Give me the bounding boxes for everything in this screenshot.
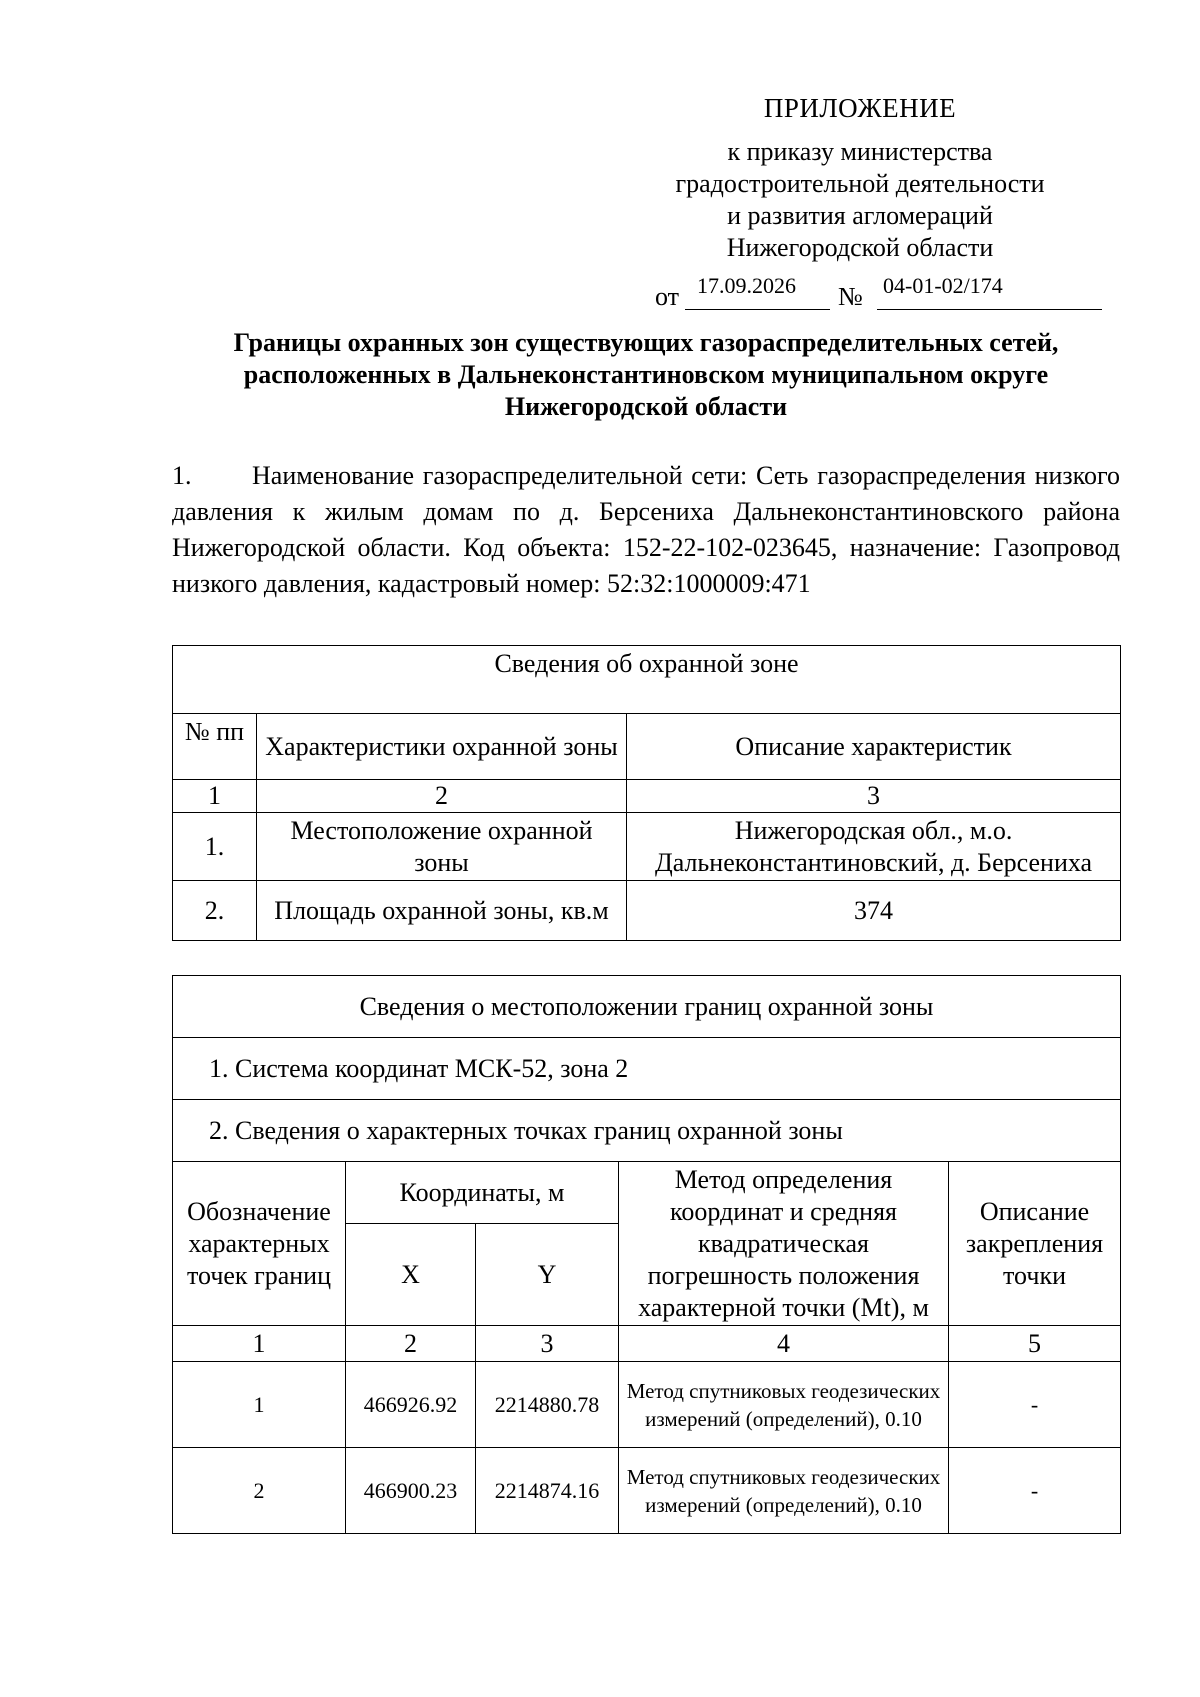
boundary-location-table bbox=[172, 975, 1121, 1534]
number-field bbox=[877, 275, 1102, 310]
number-label: № bbox=[838, 282, 863, 311]
column-number-cell: 4 bbox=[619, 1326, 949, 1362]
header-cell: Обозначение характерных точек границ bbox=[173, 1162, 346, 1326]
table-row bbox=[173, 813, 1121, 881]
coordinate-system: 1. Система координат МСК-52, зона 2 bbox=[173, 1038, 1121, 1100]
table-cell: - bbox=[949, 1448, 1121, 1534]
number-value: 04-01-02/174 bbox=[883, 273, 1003, 298]
column-number-cell: 2 bbox=[346, 1326, 476, 1362]
column-number-cell: 1 bbox=[173, 780, 257, 813]
header-cell: Координаты, м bbox=[346, 1162, 619, 1224]
column-number-cell: 3 bbox=[476, 1326, 619, 1362]
table-cell: Метод спутниковых геодезических измерений (определений), 0.10 bbox=[619, 1362, 949, 1448]
table-caption: Сведения о местоположении границ охранной зоны bbox=[173, 976, 1121, 1038]
table-cell: - bbox=[949, 1362, 1121, 1448]
document-title bbox=[172, 327, 1120, 423]
title-line: Нижегородской области bbox=[504, 392, 788, 421]
header-cell: Описание характеристик bbox=[627, 714, 1121, 780]
header-cell: Характеристики охранной зоны bbox=[257, 714, 627, 780]
date-value: 17.09.2026 bbox=[697, 273, 796, 298]
table-row bbox=[173, 1362, 1121, 1448]
table-cell: 1. bbox=[173, 813, 257, 881]
appendix-line: Нижегородской области bbox=[726, 233, 994, 262]
order-date-number-line bbox=[655, 273, 1125, 316]
paragraph-text: Наименование газораспределительной сети: Сеть газораспределения низкого давления к жилым домам по д. Берсениха Дальнеконстантиновского района Нижегородской области. Код объекта: 152-22-102-023645, назначение: Газопровод низкого давления, кадастровый номер: 52:32:1000009:471 bbox=[172, 461, 1120, 598]
table-cell: Метод спутниковых геодезических измерений (определений), 0.10 bbox=[619, 1448, 949, 1534]
table-cell: Площадь охранной зоны, кв.м bbox=[257, 881, 627, 941]
header-cell: № пп bbox=[173, 714, 257, 780]
header-cell: Метод определения координат и средняя квадратическая погрешность положения характерной точки (Mt), м bbox=[619, 1162, 949, 1326]
table-cell: 466926.92 bbox=[346, 1362, 476, 1448]
table-cell: 1 bbox=[173, 1362, 346, 1448]
table-cell: 374 bbox=[627, 881, 1121, 941]
network-description bbox=[172, 458, 1120, 602]
title-line: расположенных в Дальнеконстантиновском муниципальном округе bbox=[243, 360, 1049, 389]
header-cell: Y bbox=[476, 1224, 619, 1326]
points-caption: 2. Сведения о характерных точках границ охранной зоны bbox=[173, 1100, 1121, 1162]
title-line: Границы охранных зон существующих газораспределительных сетей, bbox=[233, 328, 1059, 357]
column-number-cell: 5 bbox=[949, 1326, 1121, 1362]
paragraph-number: 1. bbox=[172, 461, 192, 490]
date-label: от bbox=[655, 282, 680, 311]
column-number-cell: 1 bbox=[173, 1326, 346, 1362]
table-cell: Местоположение охранной зоны bbox=[257, 813, 627, 881]
table-row bbox=[173, 881, 1121, 941]
column-number-cell: 3 bbox=[627, 780, 1121, 813]
header-cell: X bbox=[346, 1224, 476, 1326]
table-cell: 2214880.78 bbox=[476, 1362, 619, 1448]
appendix-line: и развития агломераций bbox=[727, 201, 993, 230]
appendix-block bbox=[600, 92, 1120, 264]
table-caption: Сведения об охранной зоне bbox=[173, 646, 1121, 714]
date-field bbox=[685, 275, 830, 310]
header-cell: Описание закрепления точки bbox=[949, 1162, 1121, 1326]
table-cell: Нижегородская обл., м.о. Дальнеконстантиновский, д. Берсениха bbox=[627, 813, 1121, 881]
table-row bbox=[173, 1448, 1121, 1534]
appendix-heading: ПРИЛОЖЕНИЕ bbox=[763, 93, 957, 123]
protection-zone-info-table bbox=[172, 645, 1121, 941]
table-cell: 2 bbox=[173, 1448, 346, 1534]
table-cell: 2. bbox=[173, 881, 257, 941]
table-cell: 466900.23 bbox=[346, 1448, 476, 1534]
appendix-line: градостроительной деятельности bbox=[675, 169, 1045, 198]
column-number-cell: 2 bbox=[257, 780, 627, 813]
appendix-line: к приказу министерства bbox=[727, 137, 993, 166]
table-cell: 2214874.16 bbox=[476, 1448, 619, 1534]
